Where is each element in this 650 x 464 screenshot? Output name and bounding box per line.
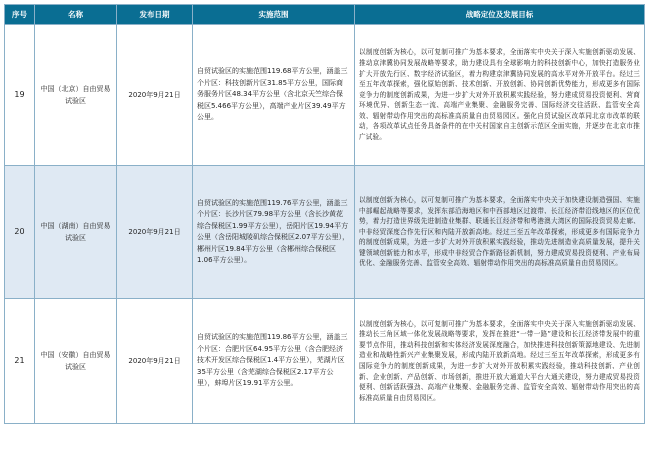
header-release-date: 发布日期 <box>117 5 193 25</box>
header-name: 名称 <box>35 5 117 25</box>
row-date: 2020年9月21日 <box>117 25 193 166</box>
row-index: 19 <box>5 25 35 166</box>
row-name: 中国（北京）自由贸易试验区 <box>35 25 117 166</box>
table-header-row <box>5 5 645 25</box>
table-row <box>5 299 645 424</box>
row-index: 21 <box>5 299 35 424</box>
row-name: 中国（安徽）自由贸易试验区 <box>35 299 117 424</box>
table-row <box>5 25 645 166</box>
table-row <box>5 166 645 299</box>
row-scope: 自贸试验区的实施范围119.86平方公里，涵盖三个片区：合肥片区64.95平方公里（含合肥经济技术开发区综合保税区1.4平方公里），芜湖片区35平方公里（含芜湖综合保税区2.17平方公里），蚌埠片区19.91平方公里。 <box>193 299 355 424</box>
free-trade-zone-table <box>4 4 645 424</box>
row-name: 中国（湖南）自由贸易试验区 <box>35 166 117 299</box>
row-date: 2020年9月21日 <box>117 299 193 424</box>
row-scope: 自贸试验区的实施范围119.76平方公里，涵盖三个片区：长沙片区79.98平方公里（含长沙黄花综合保税区1.99平方公里），岳阳片区19.94平方公里（含岳阳城陵矶综合保税区2.07平方公里），郴州片区19.84平方公里（含郴州综合保税区1.06平方公里）。 <box>193 166 355 299</box>
header-goal: 战略定位及发展目标 <box>355 5 645 25</box>
header-index: 序号 <box>5 5 35 25</box>
row-index: 20 <box>5 166 35 299</box>
row-goal: 以制度创新为核心，以可复制可推广为基本要求，全面落实中央关于加快建设制造强国、实施中部崛起战略等要求，发挥东部沿海地区和中西部地区过渡带、长江经济带沿线地区的区位优势，着力打造世界级先进制造业集群、联通长江经济带和粤港澳大湾区的国际投资贸易走廊、中非经贸深度合作先行区和内陆开放新高地。经过三至五年改革探索，形成更多有国际竞争力的制度创新成果，为进一步扩大对外开放积累实践经验，推动先进制造业高质量发展，提升关键领域创新能力和水平，形成中非经贸合作新路径新机制，努力建成贸易投资便利、产业布局优化、金融服务完善、监管安全高效、辐射带动作用突出的高标准高质量自由贸易园区。 <box>355 166 645 299</box>
row-date: 2020年9月21日 <box>117 166 193 299</box>
header-scope: 实施范围 <box>193 5 355 25</box>
row-scope: 自贸试验区的实施范围119.68平方公里，涵盖三个片区：科技创新片区31.85平方公里，国际商务服务片区48.34平方公里（含北京天竺综合保税区5.466平方公里），高端产业片区39.49平方公里。 <box>193 25 355 166</box>
row-goal: 以制度创新为核心，以可复制可推广为基本要求，全面落实中央关于深入实施创新驱动发展、推动京津冀协同发展战略等要求，助力建设具有全球影响力的科技创新中心，加快打造服务业扩大开放先行区、数字经济试验区，着力构建京津冀协同发展的高水平对外开放平台。经过三至五年改革探索，强化原始创新、技术创新、开放创新、协同创新优势能力，形成更多有国际竞争力的制度创新成果，为进一步扩大对外开放积累实践经验，努力建成贸易投资便利、营商环境优异、创新生态一流、高端产业集聚、金融服务完善、国际经济交往活跃、监管安全高效、辐射带动作用突出的高标准高质量自由贸易园区。强化自贸试验区改革同北京市改革的联动，各项改革试点任务具备条件的在中关村国家自主创新示范区全面实施，并逐步在北京市推广试验。 <box>355 25 645 166</box>
row-goal: 以制度创新为核心，以可复制可推广为基本要求，全面落实中央关于深入实施创新驱动发展、推动长三角区域一体化发展战略等要求，发挥在推进“一带一路”建设和长江经济带发展中的重要节点作用，推动科技创新和实体经济发展深度融合，加快推进科技创新策源地建设、先进制造业和战略性新兴产业集聚发展，形成内陆开放新高地。经过三至五年改革探索，形成更多有国际竞争力的制度创新成果，为进一步扩大对外开放积累实践经验，推动科技创新、产业创新、企业创新、产品创新、市场创新，推进开放大通道大平台大通关建设，努力建成贸易投资便利、创新活跃强劲、高端产业集聚、金融服务完善、监管安全高效、辐射带动作用突出的高标准高质量自由贸易园区。 <box>355 299 645 424</box>
